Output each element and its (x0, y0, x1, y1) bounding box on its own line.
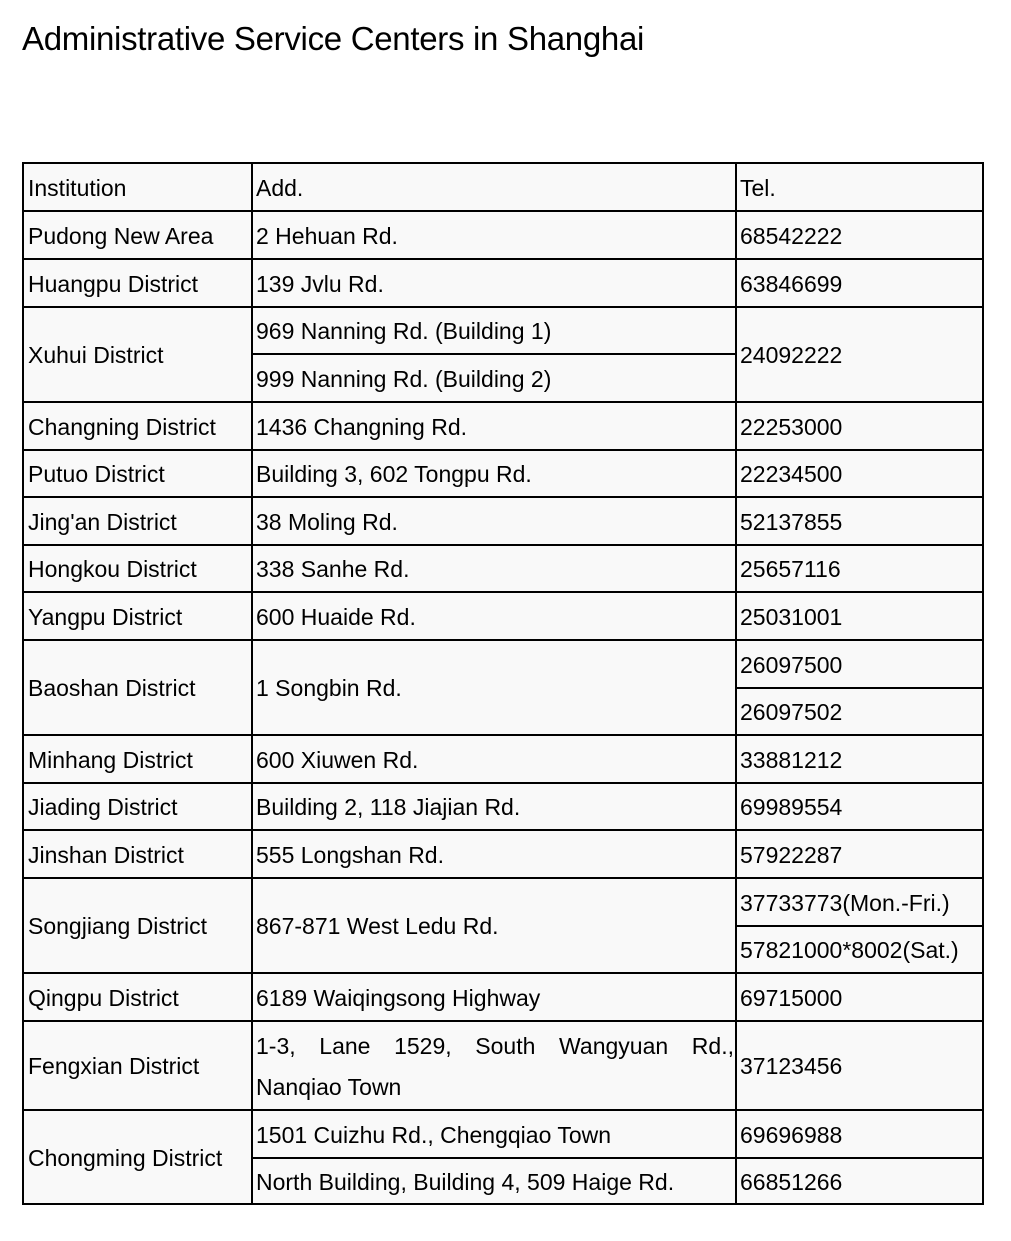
tel-cell-text: 33881212 (740, 746, 843, 773)
institution-cell (26, 261, 252, 307)
row-divider (23, 544, 984, 546)
row-divider (735, 1157, 984, 1159)
row-divider (23, 210, 984, 212)
row-divider (23, 496, 984, 498)
row-divider (251, 353, 736, 355)
tel-cell-text: 25031001 (740, 603, 843, 630)
tel-cell (738, 880, 984, 926)
address-cell-text: 38 Moling Rd. (256, 508, 398, 535)
address-cell (254, 1112, 736, 1158)
service-centers-table (22, 162, 984, 1205)
address-cell (254, 594, 736, 640)
address-cell-text: 6189 Waiqingsong Highway (256, 984, 541, 1011)
address-cell-text: 1-3, Lane 1529, South Wangyuan Rd., Nanqiao Town (256, 1032, 734, 1100)
tel-cell-text: 26097502 (740, 699, 843, 725)
row-divider (23, 449, 984, 451)
tel-cell-text: 69696988 (740, 1121, 843, 1148)
institution-cell (26, 404, 252, 450)
row-divider (735, 687, 984, 689)
address-cell (254, 832, 736, 878)
institution-cell-text: Changning District (28, 413, 216, 440)
column-header-text: Institution (28, 175, 127, 201)
row-divider (23, 782, 984, 784)
address-cell (254, 737, 736, 783)
address-cell (254, 1023, 736, 1110)
institution-cell-text: Jing'an District (28, 508, 177, 535)
tel-cell-text: 68542222 (740, 222, 843, 249)
address-cell (254, 642, 736, 735)
address-cell (254, 356, 736, 402)
institution-cell-text: Songjiang District (28, 913, 207, 939)
address-cell-text: 867-871 West Ledu Rd. (256, 913, 499, 939)
institution-cell-text: Jiading District (28, 794, 178, 820)
row-divider (23, 306, 984, 308)
address-cell (254, 880, 736, 973)
tel-cell-text: 63846699 (740, 270, 843, 297)
column-header-text: Add. (256, 175, 304, 201)
row-divider (23, 258, 984, 260)
institution-cell-text: Baoshan District (28, 675, 196, 701)
tel-cell-text: 22253000 (740, 413, 843, 440)
address-cell-text: Building 2, 118 Jiajian Rd. (256, 794, 521, 820)
tel-cell (738, 261, 984, 307)
institution-cell-text: Hongkou District (28, 556, 197, 582)
address-cell (254, 404, 736, 450)
address-cell (254, 452, 736, 497)
address-cell (254, 261, 736, 307)
institution-cell-text: Huangpu District (28, 270, 199, 297)
institution-cell (26, 1112, 252, 1205)
tel-cell (738, 452, 984, 497)
page-title: Administrative Service Centers in Shanghai (22, 20, 645, 57)
tel-cell-text: 37123456 (740, 1053, 843, 1079)
institution-cell-text: Putuo District (28, 461, 165, 487)
address-cell-text: 1 Songbin Rd. (256, 675, 402, 701)
institution-cell (26, 785, 252, 830)
institution-cell-text: Fengxian District (28, 1053, 200, 1079)
tel-cell (738, 1160, 984, 1205)
row-divider (251, 1157, 736, 1159)
row-divider (23, 1109, 984, 1111)
institution-cell-text: Pudong New Area (28, 222, 214, 249)
address-cell (254, 785, 736, 830)
address-cell-text: North Building, Building 4, 509 Haige Rd. (256, 1169, 675, 1195)
address-cell-text: 1501 Cuizhu Rd., Chengqiao Town (256, 1121, 612, 1148)
institution-cell-text: Yangpu District (28, 603, 183, 630)
tel-cell-text: 57922287 (740, 841, 843, 868)
tel-cell-text: 25657116 (740, 556, 841, 582)
tel-cell-text: 57821000*8002(Sat.) (740, 937, 959, 963)
row-divider (23, 972, 984, 974)
tel-cell (738, 594, 984, 640)
tel-cell-text: 24092222 (740, 342, 843, 368)
address-cell (254, 213, 736, 259)
address-cell (254, 1160, 736, 1205)
tel-cell-text: 26097500 (740, 651, 843, 678)
tel-cell (738, 547, 984, 592)
address-cell-text: 1436 Changning Rd. (256, 413, 467, 440)
column-header (738, 166, 984, 211)
tel-cell (738, 1112, 984, 1158)
tel-cell (738, 404, 984, 450)
institution-cell (26, 642, 252, 735)
institution-cell (26, 213, 252, 259)
address-cell-text: 969 Nanning Rd. (Building 1) (256, 318, 552, 344)
address-cell (254, 499, 736, 545)
column-divider (735, 163, 737, 1205)
tel-cell-text: 69715000 (740, 984, 843, 1011)
row-divider (23, 591, 984, 593)
institution-cell (26, 1023, 252, 1110)
address-cell-text: 555 Longshan Rd. (256, 841, 444, 868)
tel-cell (738, 832, 984, 878)
tel-cell (738, 642, 984, 688)
tel-cell (738, 737, 984, 783)
address-cell (254, 547, 736, 592)
row-divider (23, 734, 984, 736)
address-cell-text: Building 3, 602 Tongpu Rd. (256, 461, 532, 487)
tel-cell (738, 928, 984, 973)
tel-cell-text: 52137855 (740, 508, 843, 535)
institution-cell (26, 975, 252, 1021)
address-cell-text: 2 Hehuan Rd. (256, 222, 398, 249)
tel-cell-text: 37733773(Mon.-Fri.) (740, 889, 950, 916)
tel-cell (738, 309, 984, 402)
institution-cell (26, 499, 252, 545)
tel-cell (738, 785, 984, 830)
address-cell-text: 600 Xiuwen Rd. (256, 746, 419, 773)
institution-cell-text: Qingpu District (28, 984, 179, 1011)
row-divider (23, 829, 984, 831)
institution-cell (26, 880, 252, 973)
institution-cell-text: Chongming District (28, 1145, 223, 1171)
institution-cell-text: Xuhui District (28, 342, 164, 368)
column-header (26, 166, 252, 211)
column-header (254, 166, 736, 211)
institution-cell (26, 547, 252, 592)
institution-cell (26, 832, 252, 878)
tel-cell (738, 213, 984, 259)
column-divider (251, 163, 253, 1205)
tel-cell (738, 1023, 984, 1110)
column-header-text: Tel. (740, 175, 776, 201)
address-cell-text: 600 Huaide Rd. (256, 603, 416, 630)
tel-cell (738, 975, 984, 1021)
row-divider (735, 925, 984, 927)
row-divider (23, 877, 984, 879)
institution-cell-text: Minhang District (28, 746, 193, 773)
institution-cell (26, 737, 252, 783)
institution-cell (26, 594, 252, 640)
tel-cell-text: 22234500 (740, 461, 843, 487)
address-cell-text: 999 Nanning Rd. (Building 2) (256, 365, 552, 392)
row-divider (23, 1020, 984, 1022)
address-cell-text: 139 Jvlu Rd. (256, 270, 384, 297)
institution-cell (26, 452, 252, 497)
tel-cell-text: 66851266 (740, 1169, 843, 1195)
address-cell (254, 309, 736, 354)
tel-cell (738, 690, 984, 735)
institution-cell (26, 309, 252, 402)
tel-cell-text: 69989554 (740, 794, 843, 820)
row-divider (23, 639, 984, 641)
institution-cell-text: Jinshan District (28, 841, 184, 868)
tel-cell (738, 499, 984, 545)
address-cell (254, 975, 736, 1021)
address-cell-text: 338 Sanhe Rd. (256, 556, 410, 582)
row-divider (23, 401, 984, 403)
